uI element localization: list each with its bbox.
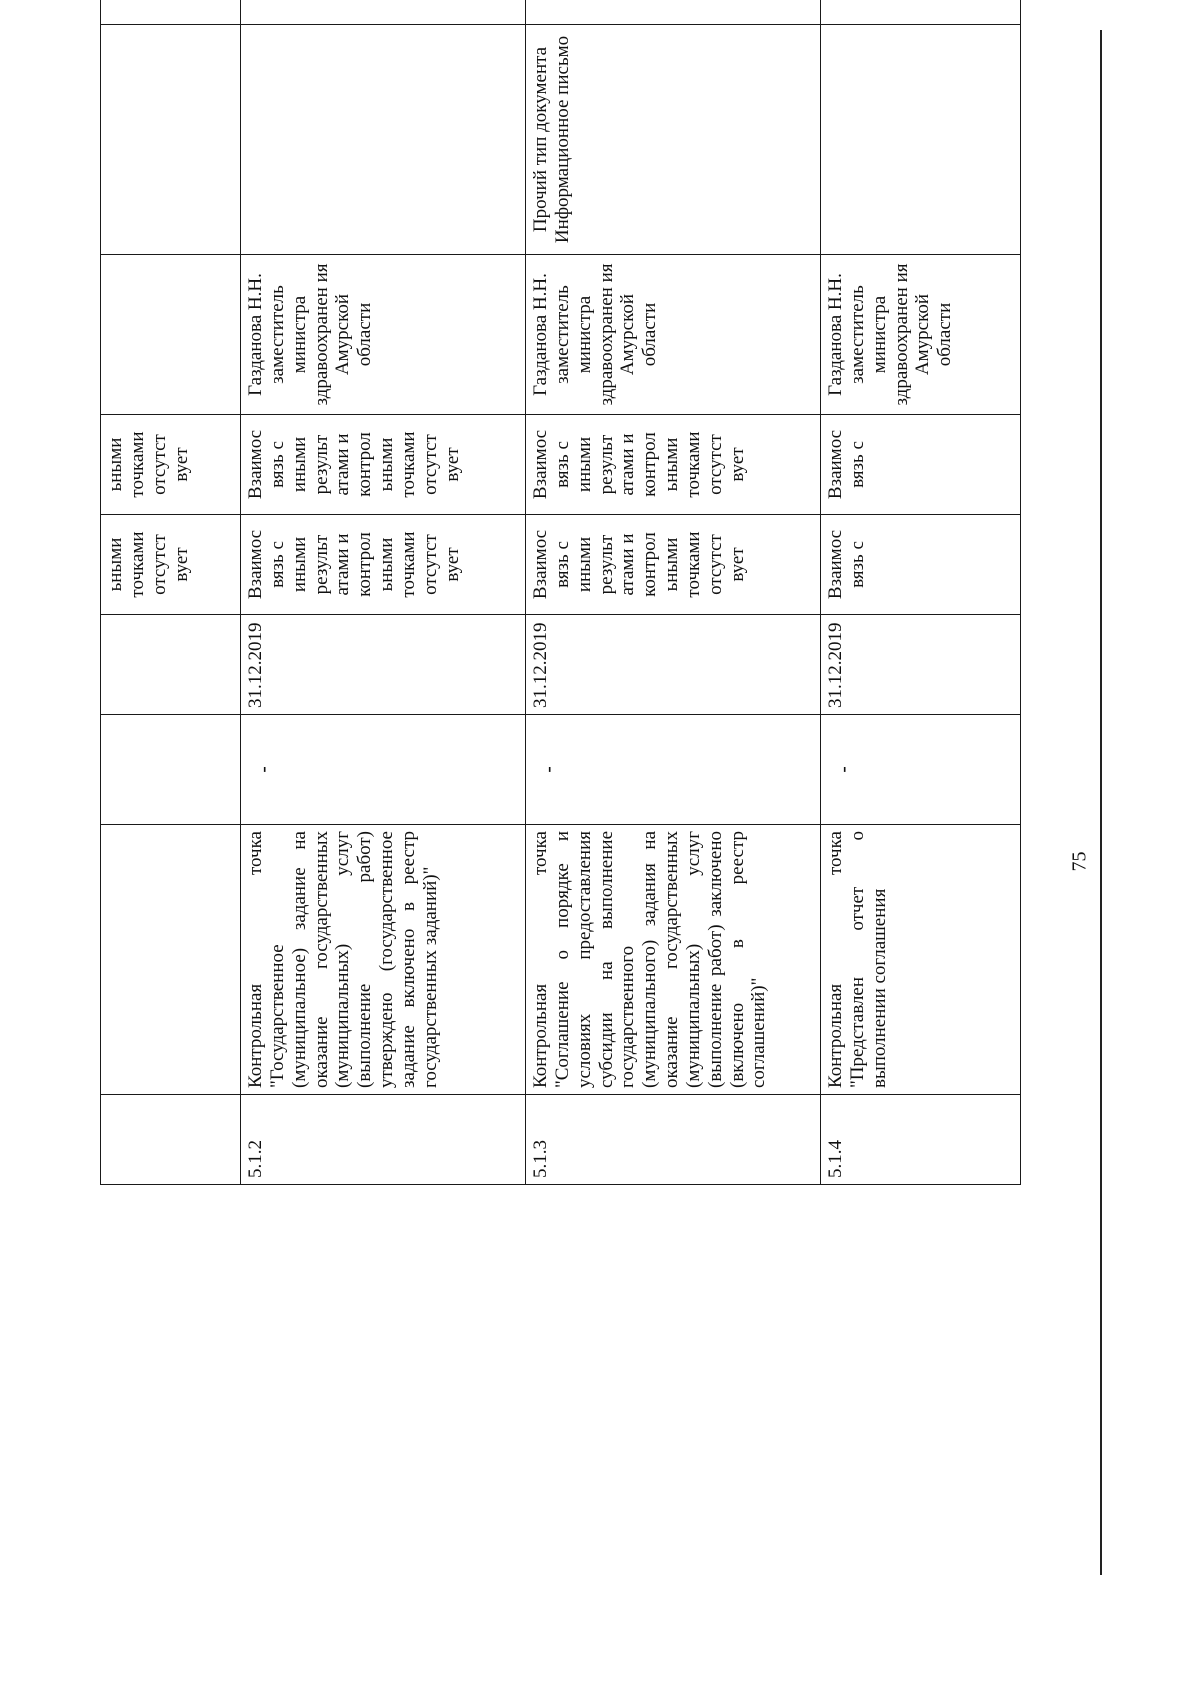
page-number: 75 bbox=[1068, 851, 1091, 872]
row-dash: - bbox=[821, 715, 1021, 825]
row-relation-2: Взаимос вязь с bbox=[821, 415, 1021, 515]
cell-relation-1: ьными точками отсутст вует bbox=[101, 515, 241, 615]
table-row bbox=[101, 0, 241, 1185]
row-document: Прочий тип документа Информационное письмо bbox=[526, 25, 821, 255]
cell-date bbox=[101, 615, 241, 715]
row-relation-1: Взаимос вязь с bbox=[821, 515, 1021, 615]
row-date: 31.12.2019 bbox=[526, 615, 821, 715]
cell-responsible bbox=[101, 255, 241, 415]
row-responsible: Газданова Н.Н. заместитель министра здравоохранен ия Амурской области bbox=[241, 255, 526, 415]
row-document bbox=[821, 25, 1021, 255]
row-date: 31.12.2019 bbox=[241, 615, 526, 715]
row-dash-2 bbox=[241, 0, 526, 25]
row-responsible: Газданова Н.Н. заместитель министра здравоохранен ия Амурской области bbox=[526, 255, 821, 415]
row-title: Контрольная точка "Государственное (муниципальное) задание на оказание государственных (муниципальных) услуг (выполнение работ) утверждено (государственное задание включено в реестр государственных заданий)" bbox=[241, 825, 526, 1095]
row-dash: - bbox=[241, 715, 526, 825]
row-number: 5.1.3 bbox=[526, 1095, 821, 1185]
cell-extra-1 bbox=[101, 0, 241, 25]
table-row bbox=[526, 0, 821, 1185]
row-dash-2 bbox=[526, 0, 821, 25]
row-date: 31.12.2019 bbox=[821, 615, 1021, 715]
row-dash: - bbox=[526, 715, 821, 825]
rotated-table-container bbox=[100, 25, 1020, 1185]
row-number: 5.1.4 bbox=[821, 1095, 1021, 1185]
cell-num bbox=[101, 1095, 241, 1185]
row-dash-2 bbox=[821, 0, 1021, 25]
cell-dash bbox=[101, 715, 241, 825]
row-document bbox=[241, 25, 526, 255]
row-relation-1: Взаимос вязь с иными результ атами и контрол ьными точками отсутст вует bbox=[526, 515, 821, 615]
row-relation-2: Взаимос вязь с иными результ атами и контрол ьными точками отсутст вует bbox=[526, 415, 821, 515]
row-relation-2: Взаимос вязь с иными результ атами и контрол ьными точками отсутст вует bbox=[241, 415, 526, 515]
table-row bbox=[821, 0, 1021, 1185]
cell-title bbox=[101, 825, 241, 1095]
page-edge-line bbox=[1100, 30, 1102, 1575]
row-title: Контрольная точка "Представлен отчет о выполнении соглашения bbox=[821, 825, 1021, 1095]
row-title: Контрольная точка "Соглашение о порядке и условиях предоставления субсидии на выполнение государственного (муниципального) задания на оказание государственных (муниципальных) услуг (выполнение работ) заключено (включено в реестр соглашений)" bbox=[526, 825, 821, 1095]
row-number: 5.1.2 bbox=[241, 1095, 526, 1185]
row-relation-1: Взаимос вязь с иными результ атами и контрол ьными точками отсутст вует bbox=[241, 515, 526, 615]
row-responsible: Газданова Н.Н. заместитель министра здравоохранен ия Амурской области bbox=[821, 255, 1021, 415]
cell-relation-2: ьными точками отсутст вует bbox=[101, 415, 241, 515]
table-row bbox=[241, 0, 526, 1185]
cell-doc bbox=[101, 25, 241, 255]
control-points-table bbox=[100, 0, 1021, 1185]
